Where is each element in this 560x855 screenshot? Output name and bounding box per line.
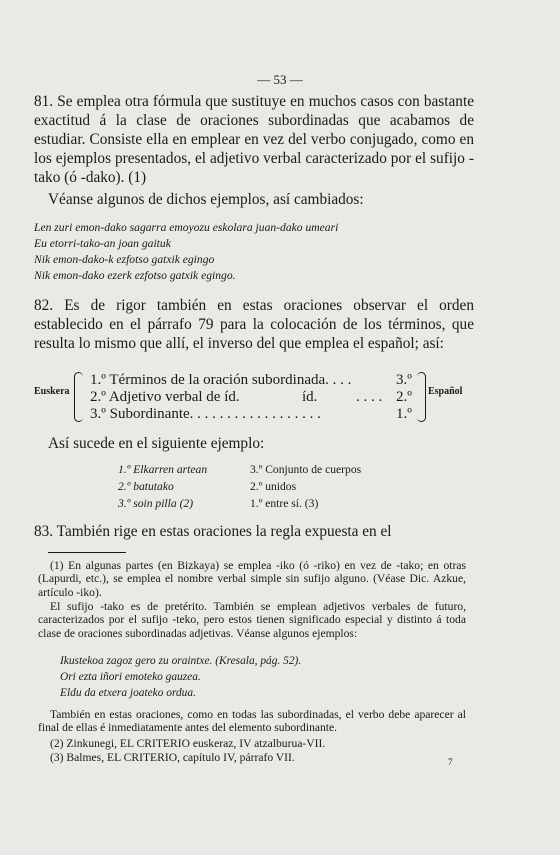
- ex-table-a1: 1.º Elkarren artean: [118, 463, 208, 476]
- scheme-row-3: 3.º Subordinante. . . . . . . . . . . . . . . . . .: [90, 406, 321, 422]
- scheme-right-brace: [417, 372, 426, 422]
- paragraph-82: 82. Es de rigor también en estas oraciones observar el orden establecido en el párrafo 79 para la colocación de los términos, que resulta lo mismo que allí, el inverso del que emplea el español; así:: [34, 297, 474, 352]
- footnote-example-2: Ori ezta iñori emoteko gauzea.: [60, 671, 201, 683]
- example-line-4: Nik emon-dako ezerk ezfotso gatxik egingo.: [34, 269, 236, 282]
- footnote-1a: (1) En algunas partes (en Bizkaya) se emplea -iko (ó -riko) en vez de -tako; en otras (Lapurdi, etc.), se emplea el nombre verbal simple sin sufijo alguno. (Véase Dic. Azkue, artículo -iko).: [38, 559, 466, 599]
- scheme-row-2-num: 2.º: [396, 389, 412, 405]
- scheme-left-label: Euskera: [34, 386, 70, 397]
- page-number: — 53 —: [257, 72, 303, 87]
- footnote-1c: También en estas oraciones, como en todas las subordinadas, el verbo debe aparecer al final de ellas é inmediatamente antes del elemento subordinante.: [38, 708, 466, 735]
- footnote-3: (3) Balmes, EL CRITERIO, capítulo IV, párrafo VII.: [50, 751, 295, 764]
- ex-table-b1: 3.º Conjunto de cuerpos: [250, 463, 362, 476]
- ex-table-b2: 2.º unidos: [250, 480, 297, 493]
- scheme-row-3-num: 1.º: [396, 406, 412, 422]
- footnote-example-3: Eldu da etxera joateko ordua.: [60, 687, 196, 699]
- scheme-right-label: Español: [428, 386, 463, 397]
- scheme-left-brace: [74, 372, 83, 422]
- ex-table-b3: 1.º entre sí. (3): [250, 497, 319, 510]
- paragraph-follow: Así sucede en el siguiente ejemplo:: [48, 435, 265, 452]
- scheme-row-1-num: 3.º: [396, 372, 412, 388]
- example-line-2: Eu etorri-tako-an joan gaituk: [34, 237, 171, 250]
- example-line-1: Len zuri emon-dako sagarra emoyozu eskolara juan-dako umeari: [34, 221, 339, 234]
- ex-table-a2: 2.º batutako: [118, 480, 174, 493]
- signature-mark: 7: [448, 757, 453, 767]
- scheme-row-2: 2.º Adjetivo verbal de íd.: [90, 389, 240, 405]
- footnote-rule: [48, 552, 126, 553]
- ex-table-a3: 3.º soin pilla (2): [118, 497, 194, 510]
- scheme-row-1: 1.º Términos de la oración subordinada. . . .: [90, 372, 352, 388]
- scheme-row-2-dots: . . . .: [356, 389, 383, 405]
- paragraph-81-intro: Véanse algunos de dichos ejemplos, así cambiados:: [48, 191, 364, 208]
- scheme-row-2-mid: íd.: [302, 389, 318, 405]
- paragraph-81: 81. Se emplea otra fórmula que sustituye en muchos casos con bastante exactitud á la clase de oraciones subordinadas que acabamos de estudiar. Consiste ella en emplear en vez del verbo conjugado, como en los ejemplos presentados, el adjetivo verbal caracterizado por el sufijo -tako (ó -dako). (1): [34, 93, 474, 186]
- footnote-1b: El sufijo -tako es de pretérito. También se emplean adjetivos verbales de futuro, caracterizados por el sufijo -teko, pero estos tienen significado especial y distinto á toda clase de oraciones subordinadas adjetivas. Véanse algunos ejemplos:: [38, 600, 466, 640]
- footnote-example-1: Ikustekoa zagoz gero zu oraintxe. (Kresala, pág. 52).: [60, 655, 302, 667]
- paragraph-83: 83. También rige en estas oraciones la regla expuesta en el: [34, 523, 392, 540]
- footnote-2: (2) Zinkunegi, EL CRITERIO euskeraz, IV atzalburua-VII.: [50, 737, 326, 750]
- example-line-3: Nik emon-dako-k ezfotso gatxik egingo: [34, 253, 215, 266]
